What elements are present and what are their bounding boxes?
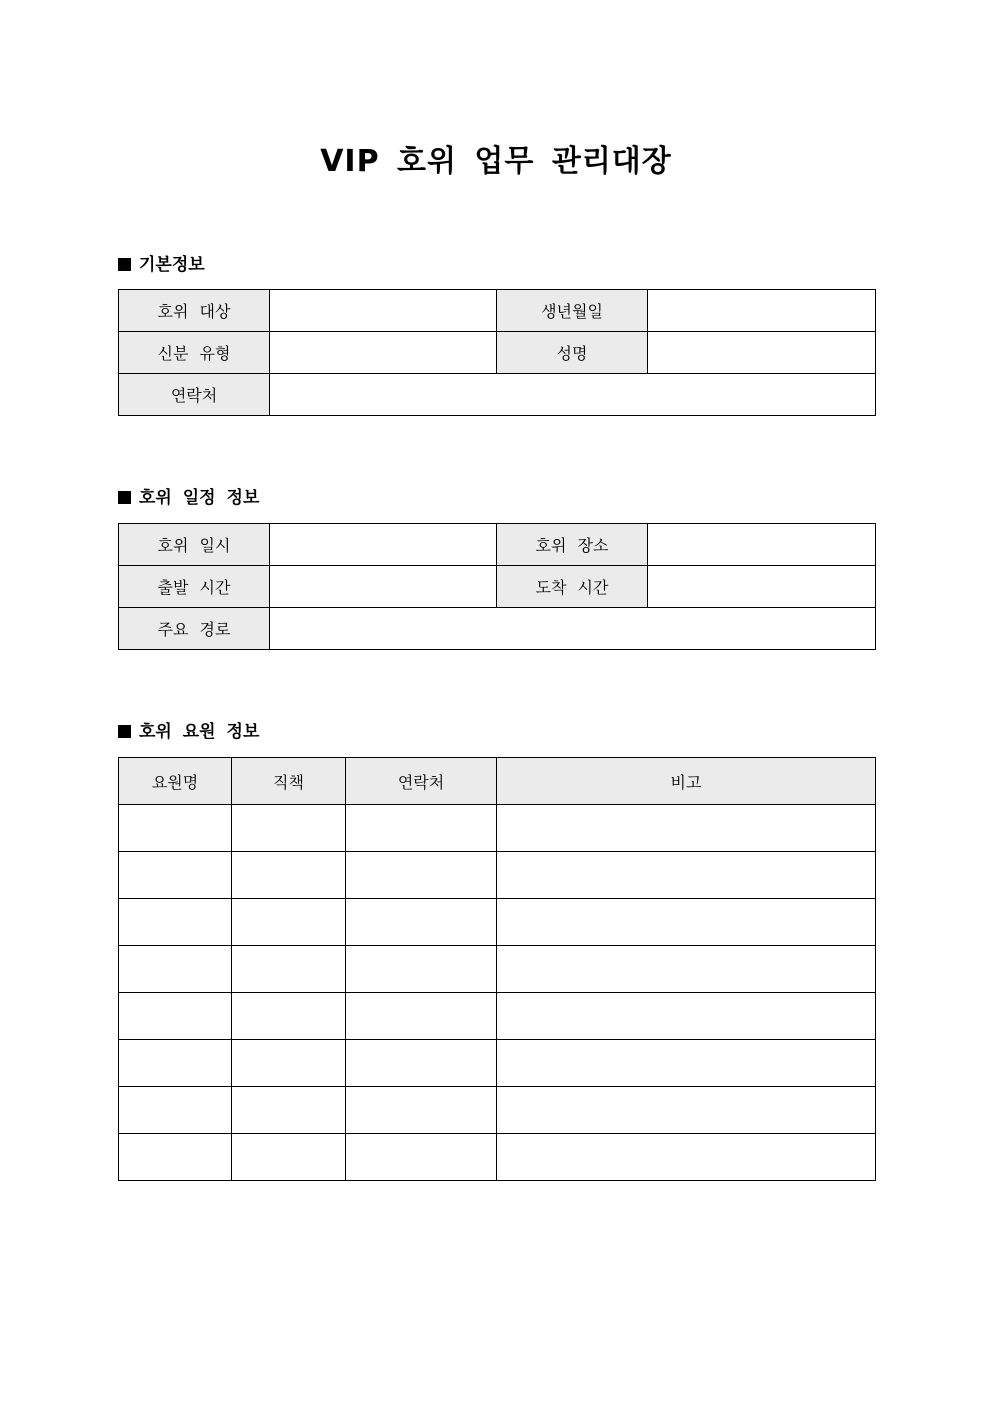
square-bullet-icon — [118, 491, 131, 504]
label-contact: 연락처 — [119, 374, 270, 416]
label-place: 호위 장소 — [497, 524, 648, 566]
table-row — [119, 332, 876, 374]
section-heading-schedule — [118, 486, 259, 510]
value-depart[interactable] — [270, 566, 497, 608]
staff-contact-cell[interactable] — [346, 946, 497, 993]
value-birth[interactable] — [648, 290, 876, 332]
section-heading-basic — [118, 253, 205, 277]
value-status-type[interactable] — [270, 332, 497, 374]
value-name[interactable] — [648, 332, 876, 374]
staff-note-cell[interactable] — [497, 993, 876, 1040]
staff-position-cell[interactable] — [232, 852, 346, 899]
staff-contact-cell[interactable] — [346, 1134, 497, 1181]
label-route: 주요 경로 — [119, 608, 270, 650]
label-name: 성명 — [497, 332, 648, 374]
staff-name-cell[interactable] — [119, 899, 232, 946]
staff-contact-cell[interactable] — [346, 993, 497, 1040]
value-datetime[interactable] — [270, 524, 497, 566]
page-title: VIP 호위 업무 관리대장 — [320, 144, 672, 179]
staff-note-cell[interactable] — [497, 1134, 876, 1181]
label-birth: 생년월일 — [497, 290, 648, 332]
schedule-info-table — [118, 523, 876, 650]
table-row — [119, 524, 876, 566]
square-bullet-icon — [118, 258, 131, 271]
staff-name-cell[interactable] — [119, 1087, 232, 1134]
staff-note-cell[interactable] — [497, 946, 876, 993]
value-place[interactable] — [648, 524, 876, 566]
staff-name-cell[interactable] — [119, 1134, 232, 1181]
table-row — [119, 1040, 876, 1087]
staff-name-cell[interactable] — [119, 1040, 232, 1087]
label-target: 호위 대상 — [119, 290, 270, 332]
staff-note-cell[interactable] — [497, 852, 876, 899]
staff-contact-cell[interactable] — [346, 899, 497, 946]
table-row — [119, 290, 876, 332]
staff-contact-cell[interactable] — [346, 852, 497, 899]
value-arrive[interactable] — [648, 566, 876, 608]
staff-name-cell[interactable] — [119, 993, 232, 1040]
label-arrive: 도착 시간 — [497, 566, 648, 608]
table-row — [119, 946, 876, 993]
staff-contact-cell[interactable] — [346, 1040, 497, 1087]
table-row — [119, 805, 876, 852]
staff-position-cell[interactable] — [232, 946, 346, 993]
square-bullet-icon — [118, 725, 131, 738]
table-row — [119, 608, 876, 650]
staff-note-cell[interactable] — [497, 1087, 876, 1134]
staff-name-cell[interactable] — [119, 805, 232, 852]
label-datetime: 호위 일시 — [119, 524, 270, 566]
column-header: 요원명 — [119, 758, 232, 805]
table-row — [119, 374, 876, 416]
section-heading-text: 기본정보 — [139, 255, 205, 275]
table-row — [119, 566, 876, 608]
staff-position-cell[interactable] — [232, 993, 346, 1040]
basic-info-table — [118, 289, 876, 416]
table-row — [119, 1087, 876, 1134]
table-row — [119, 993, 876, 1040]
section-heading-staff — [118, 720, 259, 744]
label-status-type: 신분 유형 — [119, 332, 270, 374]
table-row — [119, 852, 876, 899]
staff-position-cell[interactable] — [232, 1040, 346, 1087]
label-depart: 출발 시간 — [119, 566, 270, 608]
table-row — [119, 1134, 876, 1181]
staff-note-cell[interactable] — [497, 899, 876, 946]
column-header: 연락처 — [346, 758, 497, 805]
staff-name-cell[interactable] — [119, 946, 232, 993]
section-heading-text: 호위 일정 정보 — [139, 488, 260, 508]
staff-note-cell[interactable] — [497, 1040, 876, 1087]
staff-position-cell[interactable] — [232, 1087, 346, 1134]
staff-table — [118, 757, 876, 1181]
value-route[interactable] — [270, 608, 876, 650]
staff-contact-cell[interactable] — [346, 805, 497, 852]
staff-position-cell[interactable] — [232, 899, 346, 946]
value-contact[interactable] — [270, 374, 876, 416]
staff-position-cell[interactable] — [232, 1134, 346, 1181]
staff-note-cell[interactable] — [497, 805, 876, 852]
staff-contact-cell[interactable] — [346, 1087, 497, 1134]
column-header: 비고 — [497, 758, 876, 805]
staff-position-cell[interactable] — [232, 805, 346, 852]
table-row — [119, 899, 876, 946]
table-header-row — [119, 758, 876, 805]
column-header: 직책 — [232, 758, 346, 805]
value-target[interactable] — [270, 290, 497, 332]
section-heading-text: 호위 요원 정보 — [139, 722, 260, 742]
staff-name-cell[interactable] — [119, 852, 232, 899]
